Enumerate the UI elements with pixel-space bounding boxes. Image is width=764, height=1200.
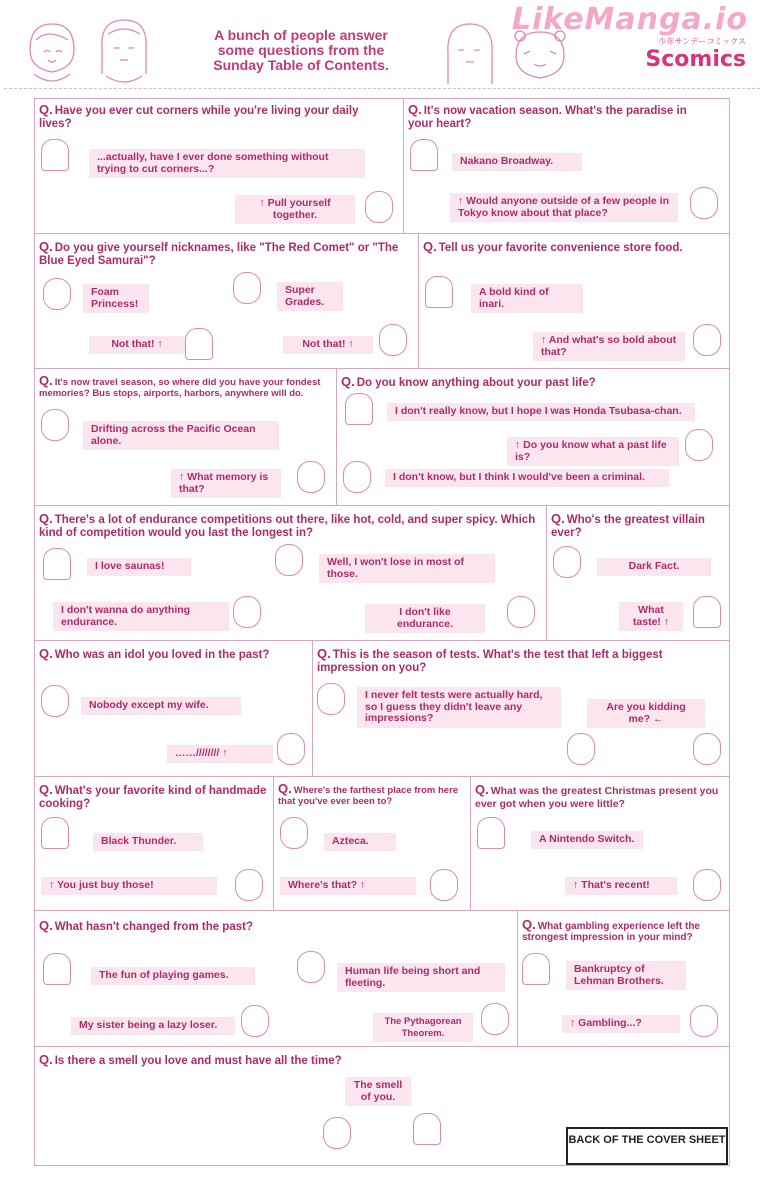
- character-face: [690, 187, 718, 219]
- answer-bubble: Human life being short and fleeting.: [337, 963, 505, 992]
- panel-past-life: [336, 368, 730, 506]
- answer-bubble: ↑ Do you know what a past life is?: [507, 437, 679, 466]
- character-face: [693, 596, 721, 628]
- character-face: [233, 596, 261, 628]
- site-logo[interactable]: LikeManga.io: [511, 2, 748, 37]
- character-face: [522, 953, 550, 985]
- answer-bubble: Black Thunder.: [93, 833, 203, 851]
- character-face: [507, 596, 535, 628]
- question: Q. What hasn't changed from the past?: [39, 918, 253, 933]
- question: Q. What's your favorite kind of handmade cooking?: [39, 782, 267, 810]
- publisher-logo: [645, 37, 746, 72]
- answer-bubble: ↑ Pull yourself together.: [235, 195, 355, 224]
- character-face: [365, 191, 393, 223]
- answer-bubble: The smell of you.: [345, 1077, 411, 1106]
- answer-bubble: The Pythagorean Theorem.: [373, 1013, 473, 1042]
- answer-bubble: Well, I won't lose in most of those.: [319, 554, 495, 583]
- answer-bubble: ↑ And what's so bold about that?: [533, 332, 685, 361]
- question: Q. Is there a smell you love and must have all the time?: [39, 1052, 342, 1067]
- header-characters-left: [20, 10, 150, 88]
- answer-bubble: ↑ What memory is that?: [171, 469, 281, 498]
- question: Q. What gambling experience left the strongest impression in your mind?: [522, 917, 700, 943]
- question: Q. Who's the greatest villain ever?: [551, 511, 705, 539]
- question: Q. Do you give yourself nicknames, like "The Red Comet" or "The Blue Eyed Samurai"?: [39, 239, 399, 267]
- answer-bubble: Super Grades.: [277, 282, 343, 311]
- character-face: [235, 869, 263, 901]
- character-face: [343, 461, 371, 493]
- answer-bubble: I don't wanna do anything endurance.: [53, 602, 229, 631]
- answer-bubble: Not that! ↑: [283, 336, 373, 354]
- character-face: [297, 951, 325, 983]
- answer-bubble: ↑ You just buy those!: [41, 877, 217, 895]
- character-face: [345, 393, 373, 425]
- answer-bubble: I love saunas!: [87, 558, 191, 576]
- answer-bubble: What taste! ↑: [619, 602, 683, 631]
- character-face: [410, 139, 438, 171]
- panel-vacation: [403, 98, 730, 234]
- character-face: [241, 1005, 269, 1037]
- character-face: [693, 869, 721, 901]
- character-face: [430, 869, 458, 901]
- character-face: [477, 817, 505, 849]
- answer-bubble: Where's that? ↑: [280, 877, 416, 895]
- character-face: [481, 1003, 509, 1035]
- question: Q. Have you ever cut corners while you're living your daily lives?: [39, 102, 359, 130]
- answer-bubble: My sister being a lazy loser.: [71, 1017, 235, 1035]
- answer-bubble: ↑ Gambling...?: [562, 1015, 680, 1033]
- publisher-sub: 少年サンデーコミックス: [658, 37, 746, 46]
- panel-christmas-present: [470, 776, 730, 911]
- publisher-name: Scomics: [645, 47, 746, 72]
- character-face: [553, 546, 581, 578]
- character-face: [41, 685, 69, 717]
- answer-bubble: I don't know, but I think I would've been a criminal.: [385, 469, 669, 487]
- question: Q. It's now travel season, so where did you have your fondest memories? Bus stops, airports, harbors, anywhere will do.: [39, 373, 321, 399]
- panel-convenience-food: [418, 233, 730, 369]
- character-face: [41, 817, 69, 849]
- answer-bubble: A bold kind of inari.: [471, 284, 583, 313]
- character-face: [297, 461, 325, 493]
- character-face: [413, 1113, 441, 1145]
- character-face: [43, 548, 71, 580]
- panel-travel-memories: [34, 368, 337, 506]
- answer-bubble: Dark Fact.: [597, 558, 711, 576]
- answer-bubble: Drifting across the Pacific Ocean alone.: [83, 421, 279, 450]
- character-face: [41, 139, 69, 171]
- character-face: [185, 328, 213, 360]
- character-face: [280, 817, 308, 849]
- answer-bubble: Azteca.: [324, 833, 396, 851]
- panel-unchanged: [34, 910, 518, 1047]
- character-face: [317, 683, 345, 715]
- question: Q. There's a lot of endurance competitions out there, like hot, cold, and super spicy. Which kind of competition would you last the longest in?: [39, 511, 536, 539]
- answer-bubble: Bankruptcy of Lehman Brothers.: [566, 961, 686, 990]
- character-face: [277, 733, 305, 765]
- panel-nicknames: [34, 233, 419, 369]
- answer-bubble: I don't like endurance.: [365, 604, 485, 633]
- answer-bubble: Are you kidding me? ←: [587, 699, 705, 728]
- question: Q. Who was an idol you loved in the past?: [39, 646, 270, 661]
- character-face: [233, 272, 261, 304]
- panel-cut-corners: [34, 98, 404, 234]
- panel-tests: [312, 640, 730, 777]
- answer-bubble: ...actually, have I ever done something without trying to cut corners...?: [89, 149, 365, 178]
- answer-bubble: ……//////// ↑: [167, 745, 273, 763]
- answer-bubble: Not that! ↑: [89, 336, 185, 354]
- character-face: [690, 1005, 718, 1037]
- answer-bubble: ↑ That's recent!: [565, 877, 677, 895]
- character-face: [693, 324, 721, 356]
- panel-farthest-place: [273, 776, 471, 911]
- panel-greatest-villain: [546, 505, 730, 641]
- character-face: [685, 429, 713, 461]
- answer-bubble: The fun of playing games.: [91, 967, 255, 985]
- character-face: [323, 1117, 351, 1149]
- answer-bubble: Foam Princess!: [83, 284, 149, 313]
- question: Q. What was the greatest Christmas present you ever got when you were little?: [475, 782, 719, 810]
- character-face: [275, 544, 303, 576]
- panel-endurance: [34, 505, 547, 641]
- question: Q. Where's the farthest place from here that you've ever been to?: [278, 781, 459, 807]
- header-title: A bunch of people answer some questions from the Sunday Table of Contents.: [213, 27, 389, 73]
- question: Q. Tell us your favorite convenience store food.: [423, 239, 683, 254]
- answer-bubble: A Nintendo Switch.: [531, 831, 643, 849]
- panel-idol: [34, 640, 313, 777]
- character-face: [43, 953, 71, 985]
- question: Q. Do you know anything about your past life?: [341, 374, 596, 389]
- character-face: [693, 733, 721, 765]
- back-of-cover-label: BACK OF THE COVER SHEET: [566, 1127, 728, 1165]
- panel-gambling: [517, 910, 730, 1047]
- answer-bubble: ↑ Would anyone outside of a few people in Tokyo know about that place?: [450, 193, 678, 222]
- question: Q. It's now vacation season. What's the paradise in your heart?: [408, 102, 687, 130]
- character-face: [379, 324, 407, 356]
- answer-bubble: Nobody except my wife.: [81, 697, 241, 715]
- character-face: [425, 276, 453, 308]
- answer-bubble: Nakano Broadway.: [452, 153, 582, 171]
- header-divider: [4, 88, 760, 89]
- question: Q. This is the season of tests. What's the test that left a biggest impression on you?: [317, 646, 663, 674]
- character-face: [567, 733, 595, 765]
- answer-bubble: I never felt tests were actually hard, so I guess they didn't leave any impressions?: [357, 687, 561, 728]
- character-face: [43, 278, 71, 310]
- character-face: [41, 409, 69, 441]
- panel-handmade-cooking: [34, 776, 274, 911]
- answer-bubble: I don't really know, but I hope I was Honda Tsubasa-chan.: [387, 403, 695, 421]
